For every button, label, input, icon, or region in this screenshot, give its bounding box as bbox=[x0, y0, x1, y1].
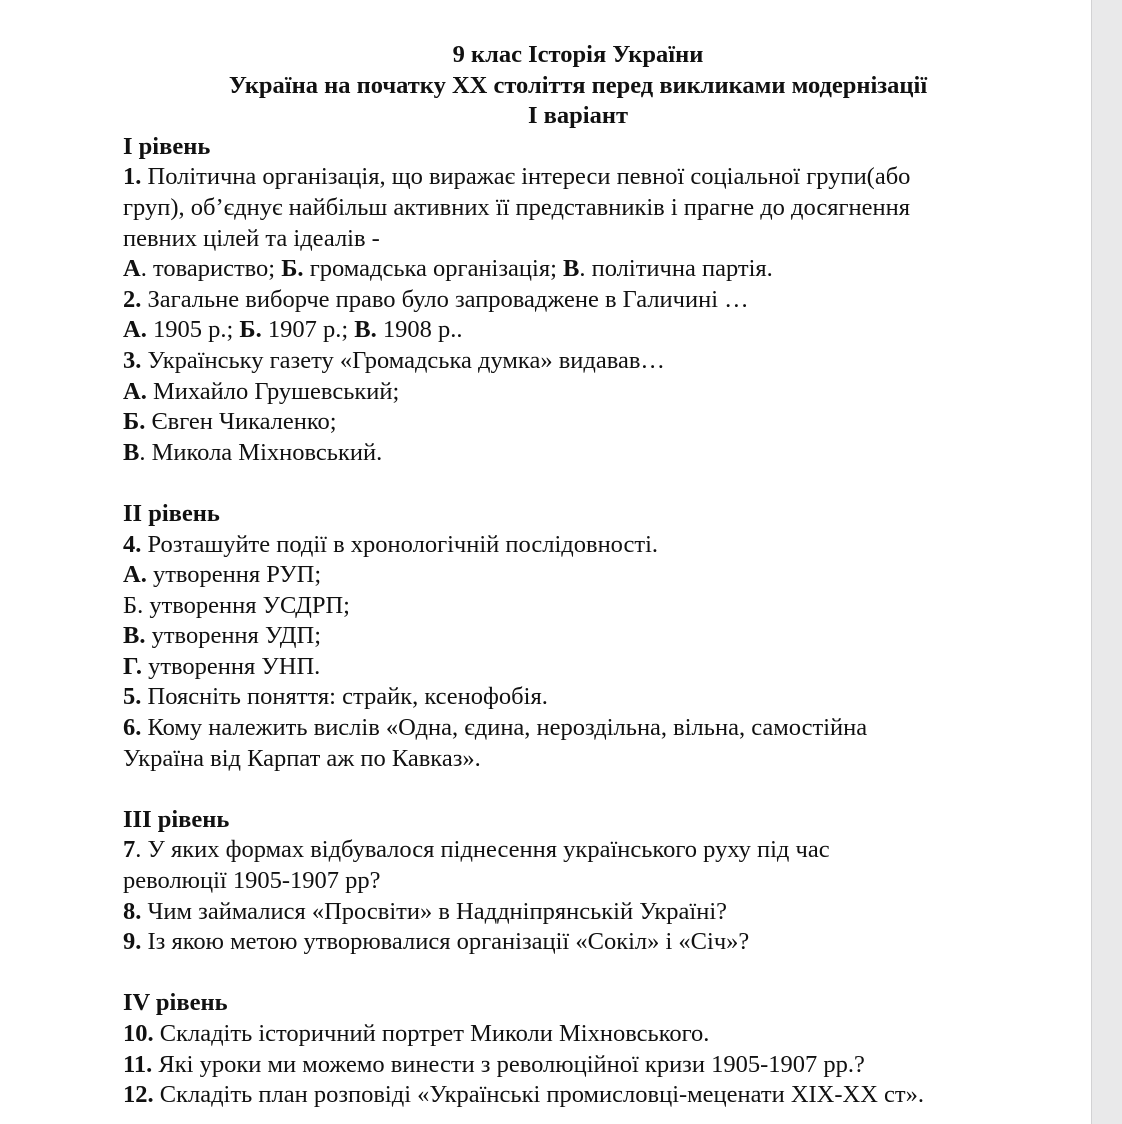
question-3: 3. Українську газету «Громадська думка» видавав… bbox=[123, 346, 665, 374]
spacer bbox=[123, 468, 1023, 499]
question-3-option-b: Б. Євген Чикаленко; bbox=[123, 408, 337, 436]
spacer bbox=[123, 774, 1023, 805]
question-4-option-d: Г. утворення УНП. bbox=[123, 652, 321, 680]
question-1-line-3: певних цілей та ідеалів - bbox=[123, 224, 380, 252]
level-1-title: І рівень bbox=[123, 132, 211, 160]
question-4: 4. Розташуйте події в хронологічній послідовності. bbox=[123, 530, 659, 558]
question-11: 11. Які уроки ми можемо винести з революційної кризи 1905-1907 рр.? bbox=[123, 1050, 865, 1078]
question-4-option-a: А. утворення РУП; bbox=[123, 561, 322, 589]
question-9: 9. Із якою метою утворювалися організації «Сокіл» і «Січ»? bbox=[123, 928, 750, 956]
question-7: 7. У яких формах відбувалося піднесення українського руху під час bbox=[123, 836, 830, 864]
level-1-section bbox=[123, 132, 1023, 469]
question-10: 10. Складіть історичний портрет Миколи Міхновського. bbox=[123, 1020, 710, 1047]
question-4-option-b: Б. утворення УСДРП; bbox=[123, 591, 350, 619]
question-3-option-a: А. Михайло Грушевський; bbox=[123, 377, 400, 405]
question-12: 12. Складіть план розповіді «Українські промисловці-меценати ХІХ-ХХ ст». bbox=[123, 1081, 924, 1109]
worksheet-header bbox=[103, 40, 1053, 132]
question-4-option-c: В. утворення УДП; bbox=[123, 622, 322, 650]
question-6: 6. Кому належить вислів «Одна, єдина, нероздільна, вільна, самостійна bbox=[123, 714, 868, 742]
page-edge bbox=[1091, 0, 1122, 1124]
level-3-section bbox=[123, 805, 1023, 958]
level-3-title: ІІІ рівень bbox=[123, 805, 230, 833]
level-4-section bbox=[123, 988, 1023, 1110]
topic-title: Україна на початку ХХ століття перед викликами модернізації bbox=[228, 71, 928, 99]
level-2-title: ІІ рівень bbox=[123, 499, 220, 527]
question-1: 1. Політична організація, що виражає інтереси певної соціальної групи(або bbox=[123, 163, 911, 191]
question-8: 8. Чим займалися «Просвіти» в Наддніпрянській Україні? bbox=[123, 897, 728, 925]
question-7-line-2: революції 1905-1907 рр? bbox=[123, 867, 381, 895]
level-2-section bbox=[123, 499, 1023, 774]
question-6-line-2: Україна від Карпат аж по Кавказ». bbox=[123, 744, 481, 772]
spacer bbox=[123, 958, 1023, 989]
question-1-line-2: груп), об’єднує найбільш активних її представників і прагне до досягнення bbox=[123, 193, 911, 221]
question-2: 2. Загальне виборче право було запроваджене в Галичині … bbox=[123, 285, 749, 313]
question-1-options: А. товариство; Б. громадська організація; В. політична партія. bbox=[123, 255, 773, 283]
grade-subject-title: 9 клас Історія України bbox=[452, 41, 704, 68]
level-4-title: ІV рівень bbox=[123, 989, 228, 1017]
question-5: 5. Поясніть поняття: страйк, ксенофобія. bbox=[123, 683, 548, 711]
variant-title: І варіант bbox=[528, 102, 628, 130]
worksheet-page bbox=[123, 40, 1023, 1111]
question-3-option-c: В. Микола Міхновський. bbox=[123, 438, 383, 466]
question-2-options: А. 1905 р.; Б. 1907 р.; В. 1908 р.. bbox=[123, 316, 463, 344]
